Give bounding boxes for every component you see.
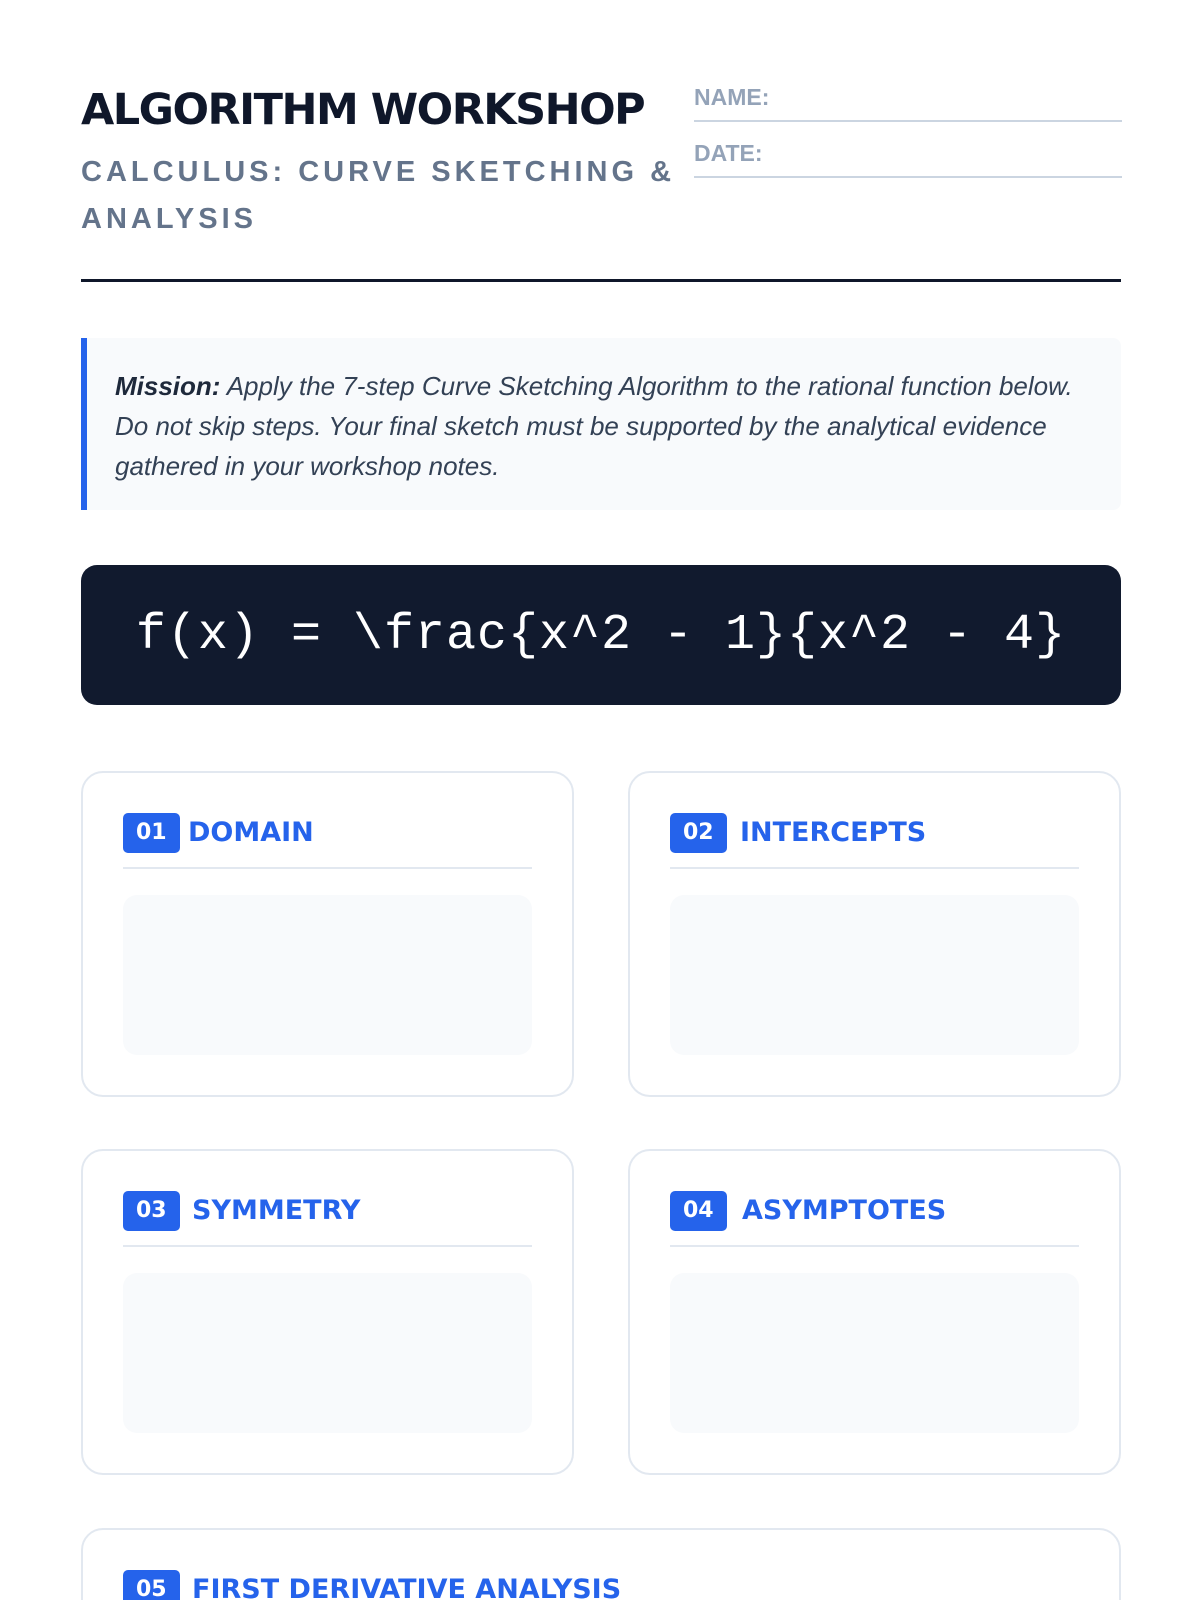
page-subtitle: CALCULUS: CURVE SKETCHING & ANALYSIS: [81, 156, 676, 235]
mission-text: Apply the 7-step Curve Sketching Algorithm to the rational function below. Do not skip steps. Your final sketch must be supported by the analytical evidence gathered in your workshop notes.: [115, 371, 1073, 481]
step-number-badge: 05: [123, 1570, 180, 1600]
date-label: DATE:: [694, 140, 763, 166]
student-info: [694, 80, 1122, 192]
step-header: [123, 1191, 532, 1247]
name-field[interactable]: [694, 80, 1122, 122]
function-formula: f(x) = \frac{x^2 - 1}{x^2 - 4}: [135, 606, 1067, 664]
step-card-intercepts: [628, 771, 1121, 1097]
step-card-first-derivative: [81, 1528, 1121, 1600]
header-divider: [81, 279, 1121, 282]
step-card-domain: [81, 771, 574, 1097]
step-number-badge: 03: [123, 1191, 180, 1231]
page-title: ALGORITHM WORKSHOP: [81, 85, 645, 135]
domain-work-area[interactable]: [123, 895, 532, 1055]
step-number-badge: 04: [670, 1191, 727, 1231]
step-title: INTERCEPTS: [740, 817, 927, 848]
step-card-symmetry: [81, 1149, 574, 1475]
step-title: ASYMPTOTES: [742, 1195, 947, 1226]
mission-label: Mission:: [115, 371, 221, 401]
symmetry-work-area[interactable]: [123, 1273, 532, 1433]
step-header: [123, 813, 532, 869]
date-field[interactable]: [694, 136, 1122, 178]
step-header: [670, 813, 1079, 869]
mission-callout: [81, 338, 1121, 510]
step-number-badge: 02: [670, 813, 727, 853]
step-title: SYMMETRY: [192, 1195, 361, 1226]
step-number-badge: 01: [123, 813, 180, 853]
step-title: DOMAIN: [188, 817, 314, 848]
name-label: NAME:: [694, 84, 770, 110]
worksheet-header: [81, 80, 1121, 284]
step-card-asymptotes: [628, 1149, 1121, 1475]
step-title: FIRST DERIVATIVE ANALYSIS: [192, 1574, 622, 1600]
step-header: [670, 1191, 1079, 1247]
intercepts-work-area[interactable]: [670, 895, 1079, 1055]
function-display: [81, 565, 1121, 705]
step-header: [123, 1570, 1079, 1600]
asymptotes-work-area[interactable]: [670, 1273, 1079, 1433]
